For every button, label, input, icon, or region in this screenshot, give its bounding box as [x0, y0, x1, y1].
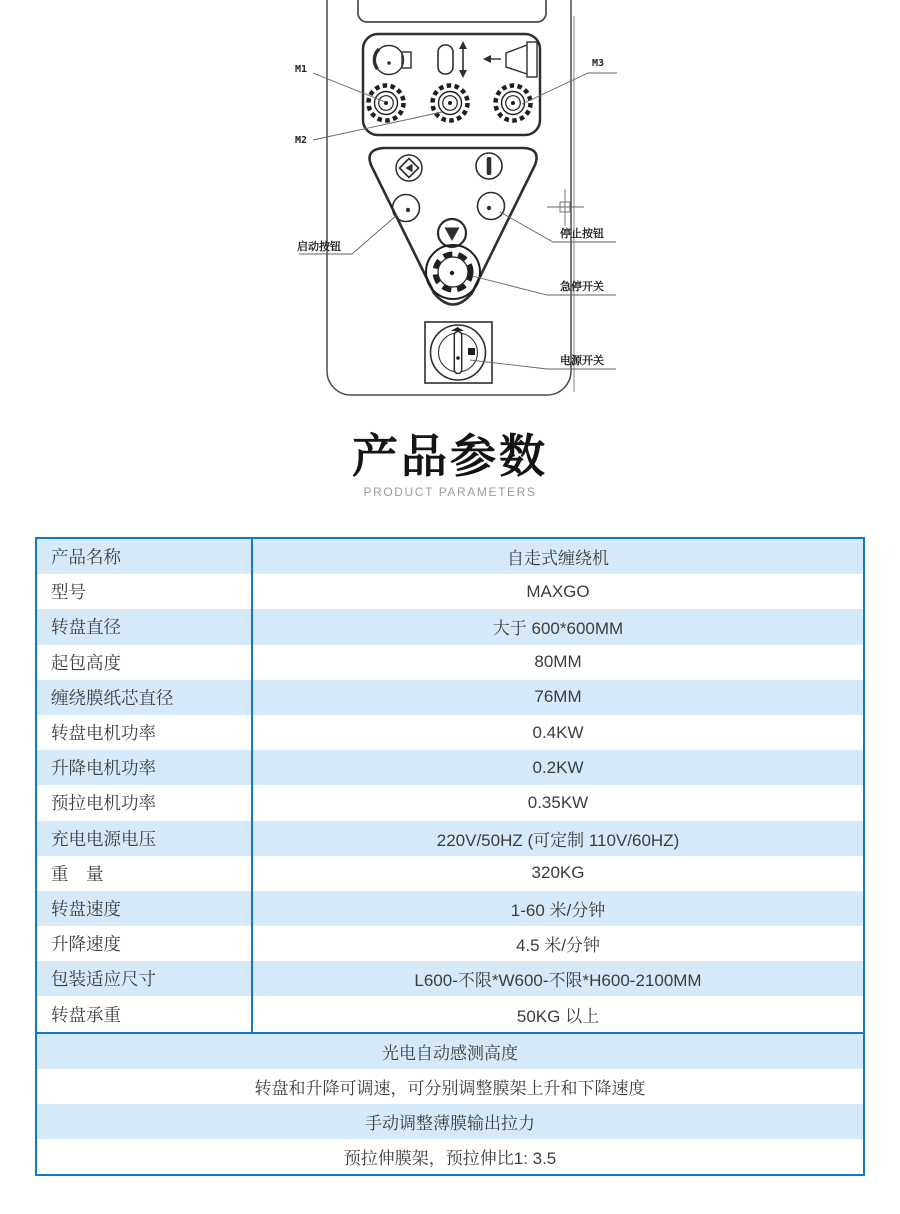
label-power-switch: 电源开关	[560, 354, 604, 367]
table-row	[37, 680, 863, 715]
spec-label: 型号	[37, 574, 253, 609]
table-row	[37, 574, 863, 609]
spec-label: 充电电源电压	[37, 821, 253, 856]
feature-row: 光电自动感测高度	[37, 1034, 863, 1069]
spec-value: L600-不限*W600-不限*H600-2100MM	[414, 971, 702, 991]
feature-row: 预拉伸膜架，预拉伸比1: 3.5	[343, 1149, 557, 1169]
parameter-table	[35, 537, 865, 1176]
spec-label: 预拉电机功率	[37, 785, 253, 820]
spec-label: 重 量	[37, 856, 253, 891]
feature-row: 转盘和升降可调速，可分别调整膜架上升和下降速度	[254, 1078, 646, 1098]
spec-rows	[37, 539, 863, 1032]
table-row	[37, 891, 863, 926]
label-m1: M1	[295, 64, 308, 75]
spec-label: 升降速度	[37, 926, 253, 961]
table-row	[37, 715, 863, 750]
spec-value: 220V/50HZ (可定制 110V/60HZ)	[436, 830, 680, 850]
spec-label: 升降电机功率	[37, 750, 253, 785]
spec-value: 0.2KW	[532, 757, 584, 777]
table-row	[37, 750, 863, 785]
spec-label: 转盘直径	[37, 609, 253, 644]
control-panel-svg	[0, 0, 900, 430]
table-row	[37, 785, 863, 820]
spec-value: MAXGO	[526, 581, 590, 601]
table-row	[37, 609, 863, 644]
start-symbol-icon	[396, 155, 422, 181]
page-title: 产品参数	[352, 430, 548, 482]
display-window	[358, 0, 546, 22]
spec-value: 80MM	[534, 652, 582, 672]
table-row	[37, 645, 863, 680]
control-panel-diagram	[0, 0, 900, 430]
page-subtitle: PRODUCT PARAMETERS	[363, 485, 537, 499]
spec-label: 起包高度	[37, 645, 253, 680]
spec-value: 76MM	[534, 687, 582, 707]
spec-value: 4.5 米/分钟	[515, 936, 601, 956]
table-row	[37, 926, 863, 961]
spec-label: 包装适应尺寸	[37, 961, 253, 996]
table-row	[37, 539, 863, 574]
spec-label: 转盘电机功率	[37, 715, 253, 750]
spec-value: 50KG 以上	[516, 1006, 600, 1026]
spec-value: 自走式缠绕机	[507, 549, 609, 569]
spec-value: 320KG	[531, 863, 585, 883]
spec-label: 转盘速度	[37, 891, 253, 926]
label-estop-switch: 急停开关	[560, 280, 604, 293]
spec-value: 1-60 米/分钟	[510, 900, 606, 920]
table-row	[37, 856, 863, 891]
label-start-button: 启动按钮	[297, 240, 341, 253]
spec-label: 转盘承重	[37, 996, 253, 1031]
spec-label: 产品名称	[37, 539, 253, 574]
spec-value: 大于 600*600MM	[492, 619, 624, 639]
spec-label: 缠绕膜纸芯直径	[37, 680, 253, 715]
feature-rows	[37, 1032, 863, 1175]
table-row	[37, 821, 863, 856]
table-row	[37, 996, 863, 1031]
spec-value: 0.35KW	[527, 792, 589, 812]
spec-value: 0.4KW	[532, 722, 584, 742]
label-m3: M3	[592, 58, 605, 69]
label-stop-button: 停止按钮	[560, 227, 604, 240]
feature-row: 手动调整薄膜输出拉力	[37, 1104, 863, 1139]
label-m2: M2	[295, 135, 308, 146]
table-row	[37, 961, 863, 996]
section-title-block	[0, 430, 900, 499]
